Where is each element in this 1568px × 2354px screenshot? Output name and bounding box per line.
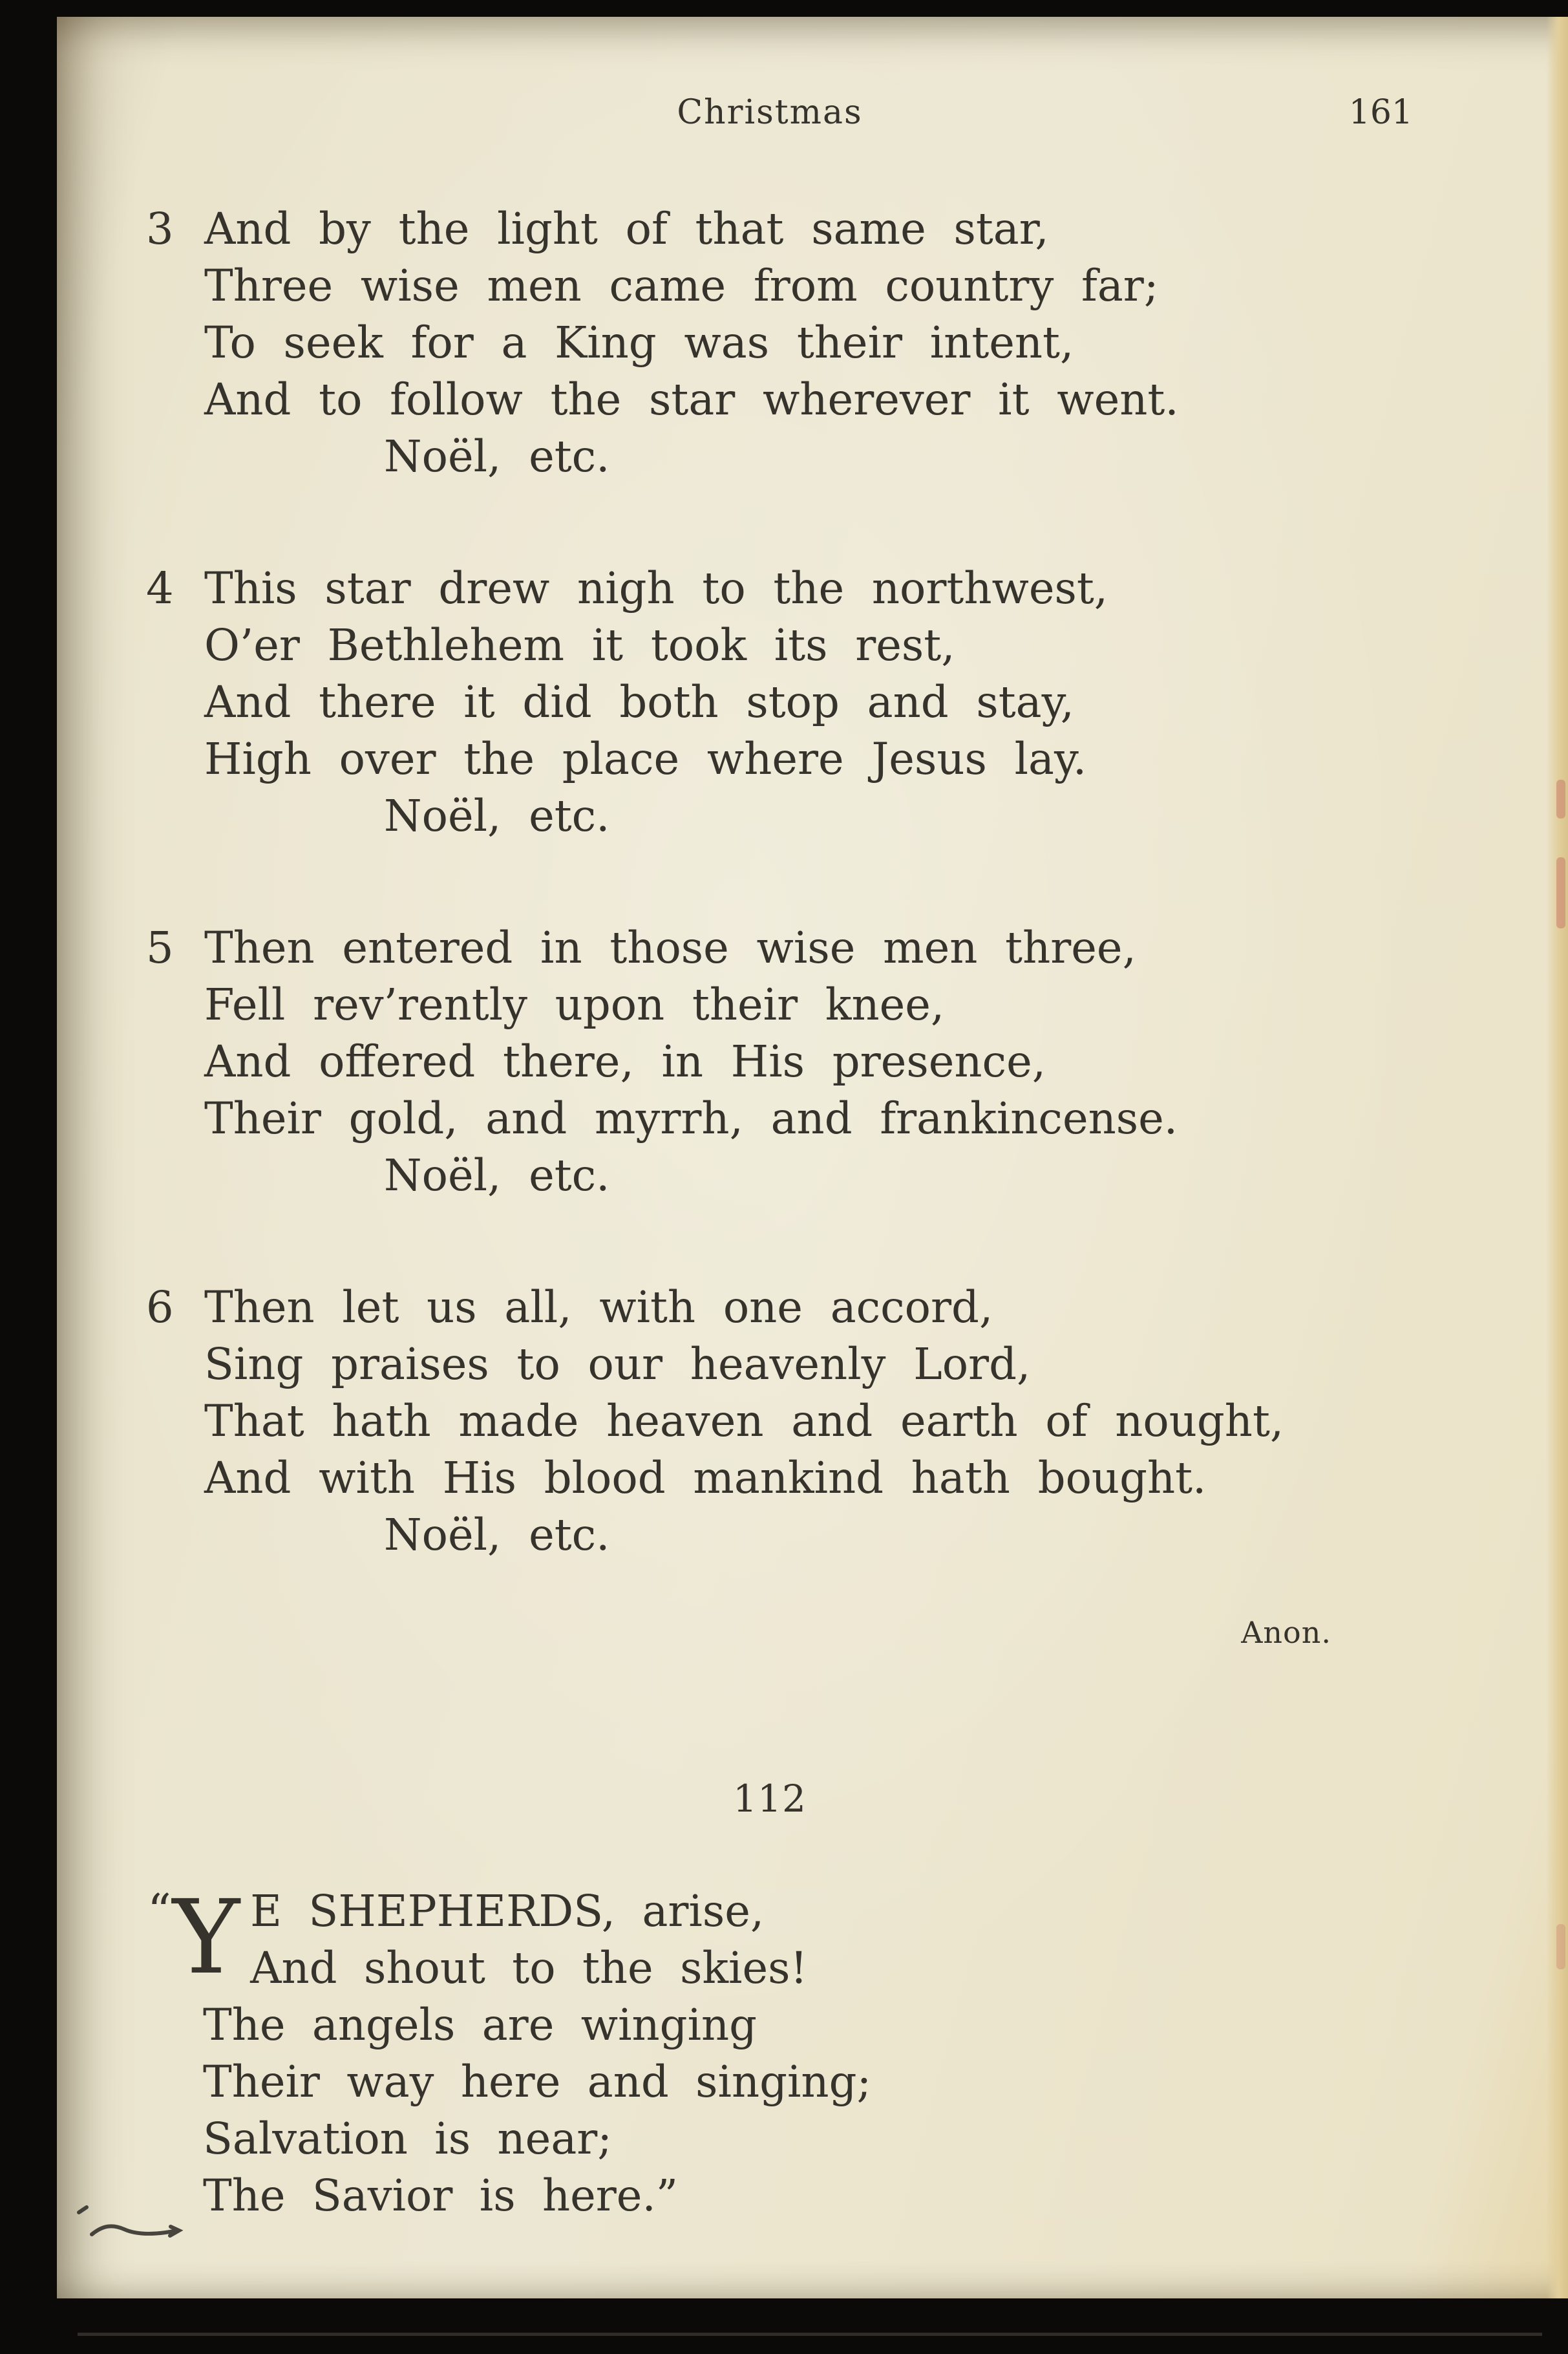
verse-lines bbox=[204, 560, 1393, 844]
verse-line: Sing praises to our heavenly Lord, bbox=[204, 1339, 1031, 1389]
verse-line: Three wise men came from country far; bbox=[204, 261, 1159, 311]
stanza-line: The angels are winging bbox=[203, 2000, 758, 2050]
stanza-line: E SHEPHERDS, arise, bbox=[250, 1886, 765, 1936]
refrain-line: Noël, etc. bbox=[384, 1510, 610, 1560]
open-quote: “ bbox=[147, 1884, 171, 1938]
verse-line: Fell rev’rently upon their knee, bbox=[204, 979, 945, 1030]
scan-bottom-edge-line bbox=[78, 2333, 1542, 2336]
stanza-line: Their way here and singing; bbox=[203, 2057, 872, 2107]
edge-stain bbox=[1556, 857, 1565, 928]
verse-number: 4 bbox=[146, 563, 174, 614]
verse-line: Then let us all, with one accord, bbox=[204, 1282, 993, 1332]
section-title: Christmas bbox=[677, 93, 863, 132]
refrain-line: Noël, etc. bbox=[384, 791, 610, 841]
verse-lines bbox=[204, 1279, 1393, 1563]
attribution: Anon. bbox=[1241, 1615, 1331, 1650]
verse-line: This star drew nigh to the northwest, bbox=[204, 563, 1108, 614]
verse-number: 5 bbox=[146, 923, 174, 973]
verse-line: Their gold, and myrrh, and frankincense. bbox=[204, 1093, 1178, 1144]
verse-line: To seek for a King was their intent, bbox=[204, 317, 1074, 368]
verse-6 bbox=[146, 1279, 1393, 1563]
verse-line: That hath made heaven and earth of nought, bbox=[204, 1396, 1284, 1446]
verse-5 bbox=[146, 919, 1393, 1204]
verse-line: And by the light of that same star, bbox=[204, 204, 1049, 254]
edge-stain bbox=[1556, 780, 1565, 819]
page-header bbox=[146, 93, 1413, 138]
hymn-112-stanza bbox=[147, 1878, 1393, 2224]
book-page bbox=[57, 17, 1568, 2298]
hymn-number: 112 bbox=[733, 1777, 807, 1821]
verse-line: High over the place where Jesus lay. bbox=[204, 734, 1087, 784]
verse-line: O’er Bethlehem it took its rest, bbox=[204, 620, 955, 670]
verse-lines bbox=[204, 200, 1393, 485]
edge-stain bbox=[1556, 1924, 1565, 1969]
verse-line: And there it did both stop and stay, bbox=[204, 677, 1074, 727]
stanza-line: Salvation is near; bbox=[203, 2113, 612, 2164]
verse-3 bbox=[146, 200, 1393, 485]
dropcap-adjacent-lines bbox=[250, 1883, 1393, 1996]
verse-lines bbox=[204, 919, 1393, 1204]
pen-squiggle-mark bbox=[74, 2201, 184, 2246]
verse-line: Then entered in those wise men three, bbox=[204, 923, 1136, 973]
verse-line: And to follow the star wherever it went. bbox=[204, 374, 1179, 425]
verse-number: 3 bbox=[146, 204, 174, 254]
page-content bbox=[57, 17, 1568, 2224]
verse-line: And with His blood mankind hath bought. bbox=[204, 1453, 1207, 1503]
refrain-line: Noël, etc. bbox=[384, 431, 610, 482]
dropcap-lines bbox=[147, 1878, 1393, 1997]
verse-number: 6 bbox=[146, 1282, 174, 1332]
stanza-line: And shout to the skies! bbox=[250, 1943, 808, 1993]
page-number: 161 bbox=[1348, 93, 1413, 132]
verse-line: And offered there, in His presence, bbox=[204, 1036, 1046, 1087]
dropcap-letter: Y bbox=[172, 1878, 240, 1997]
refrain-line: Noël, etc. bbox=[384, 1150, 610, 1201]
verse-4 bbox=[146, 560, 1393, 844]
stanza-line: The Savior is here.” bbox=[203, 2170, 679, 2221]
page-fore-edge bbox=[1546, 17, 1568, 2298]
